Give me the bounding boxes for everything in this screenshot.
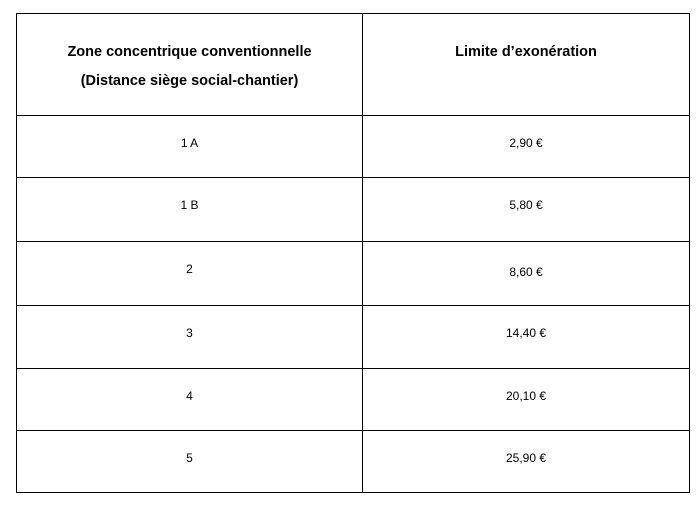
limit-cell: 25,90 € [363,430,690,492]
table-row [17,305,690,368]
zone-cell: 1 B [17,178,363,242]
table-row [17,178,690,242]
table-row [17,242,690,305]
zone-cell: 3 [17,305,363,368]
zone-cell: 2 [17,242,363,305]
limit-cell: 14,40 € [363,305,690,368]
table-row [17,430,690,492]
limit-cell: 5,80 € [363,178,690,242]
table-header-row [17,14,690,116]
header-zone-subtitle: (Distance siège social-chantier) [80,73,299,89]
table-row [17,116,690,178]
limit-cell: 2,90 € [363,116,690,178]
header-zone-title: Zone concentrique conventionnelle [67,44,312,60]
zone-cell: 4 [17,368,363,430]
header-limit [363,14,690,116]
zone-cell: 1 A [17,116,363,178]
exoneration-table [16,13,690,493]
zone-cell: 5 [17,430,363,492]
header-limit-title: Limite d’exonération [455,44,597,60]
limit-cell: 20,10 € [363,368,690,430]
limit-cell: 8,60 € [363,242,690,305]
header-zone [17,14,363,116]
table-row [17,368,690,430]
